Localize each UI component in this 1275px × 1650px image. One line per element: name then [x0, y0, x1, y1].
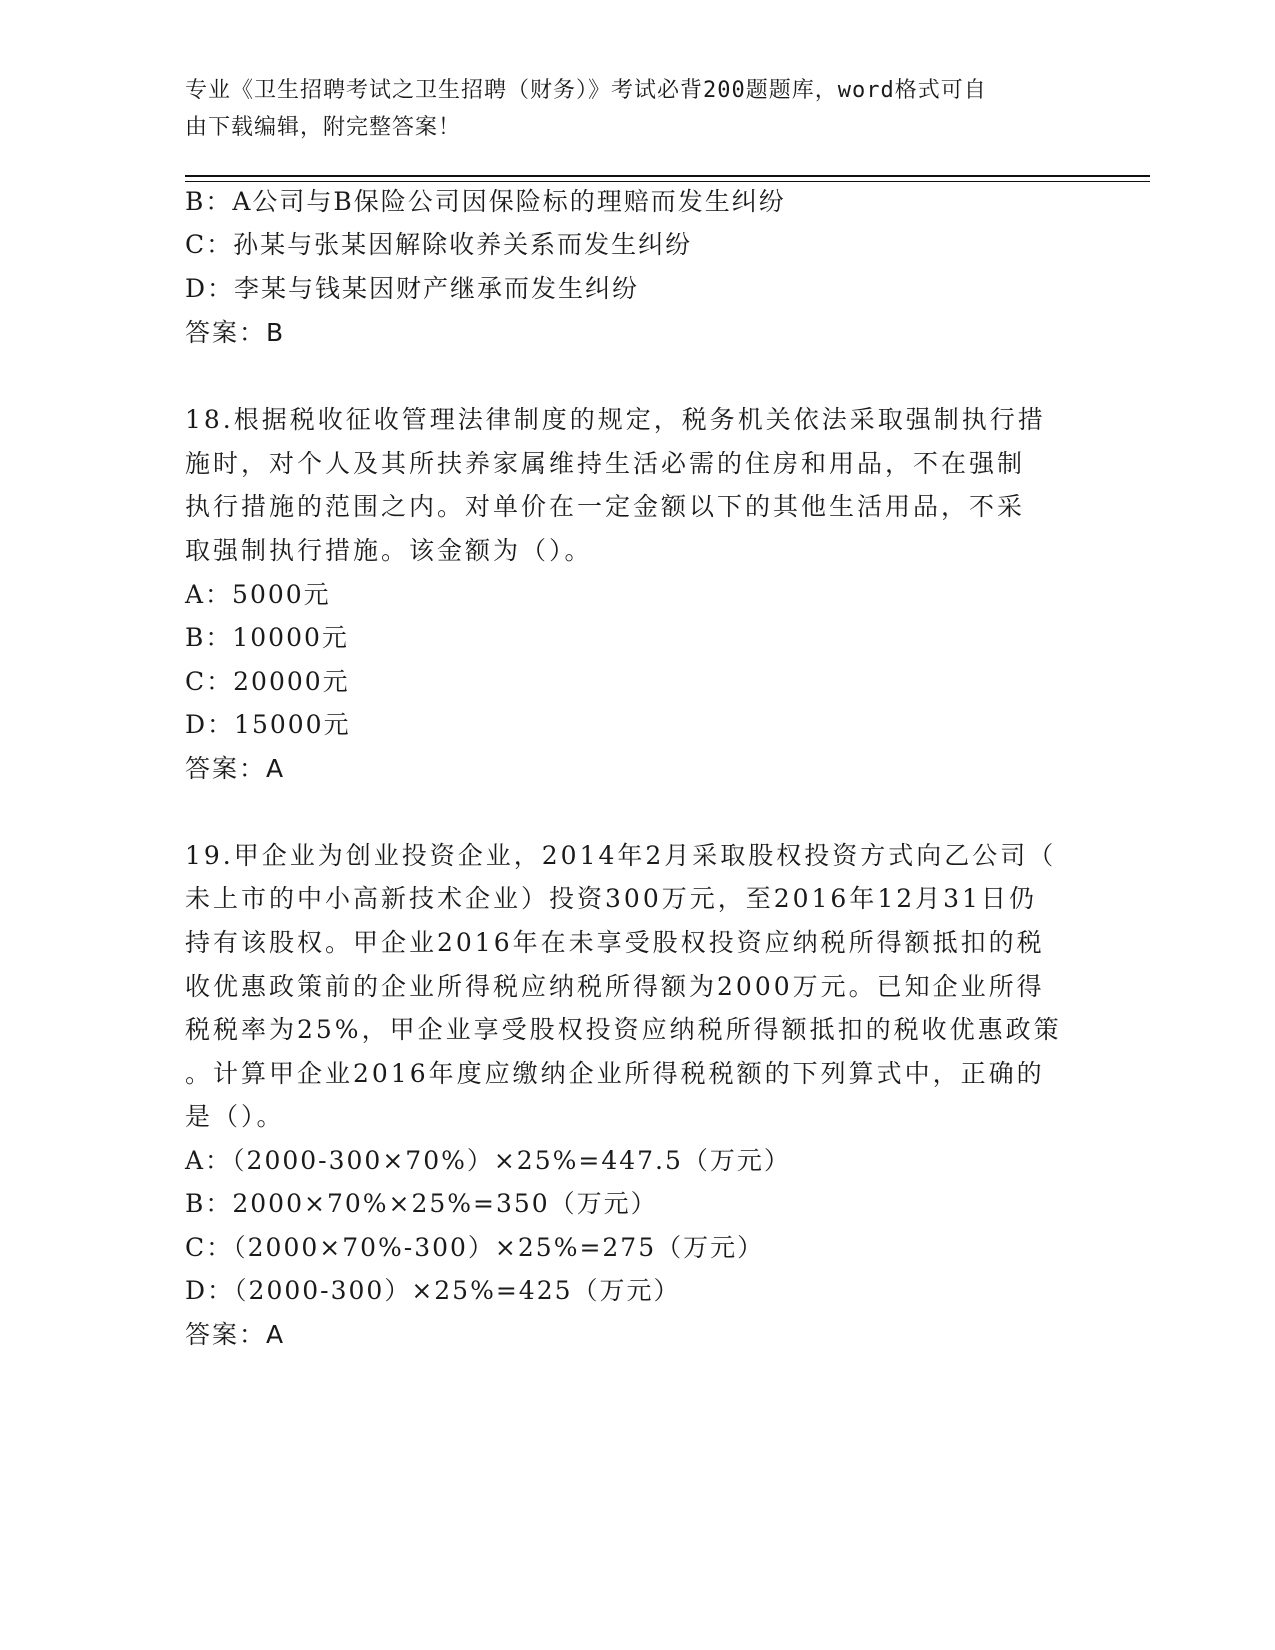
header-line-2: 由下载编辑，附完整答案！ — [185, 115, 462, 140]
q19-stem-line: 未上市的中小高新技术企业）投资300万元，至2016年12月31日仍 — [185, 884, 1037, 913]
q18-stem-line: 取强制执行措施。该金额为（）。 — [185, 536, 593, 565]
q18-stem-line: 施时，对个人及其所扶养家属维持生活必需的住房和用品，不在强制 — [185, 449, 1026, 478]
header-line-1: 专业《卫生招聘考试之卫生招聘（财务）》考试必背200题题库，word格式可自 — [185, 78, 987, 103]
q19-stem-line: 收优惠政策前的企业所得税应纳税所得额为2000万元。已知企业所得 — [185, 972, 1045, 1001]
q19-answer: 答案：A — [185, 1320, 286, 1349]
q18-stem-line: 执行措施的范围之内。对单价在一定金额以下的其他生活用品，不采 — [185, 492, 1026, 521]
q17-option-d: D：李某与钱某因财产继承而发生纠纷 — [185, 274, 640, 303]
header-divider-thin — [185, 181, 1150, 182]
q19-stem-line: 是（）。 — [185, 1102, 285, 1131]
q18-option-d: D：15000元 — [185, 710, 351, 739]
q19-stem-line: 19.甲企业为创业投资企业，2014年2月采取股权投资方式向乙公司（ — [185, 841, 1057, 870]
q17-answer: 答案：B — [185, 318, 286, 347]
q18-option-b: B：10000元 — [185, 623, 349, 652]
q19-option-d: D：（2000-300）×25%=425（万元） — [185, 1276, 681, 1305]
q18-stem-line: 18.根据税收征收管理法律制度的规定，税务机关依法采取强制执行措 — [185, 405, 1046, 434]
q19-option-b: B：2000×70%×25%=350（万元） — [185, 1189, 658, 1218]
document-header — [185, 72, 1065, 146]
q19-stem-line: 持有该股权。甲企业2016年在未享受股权投资应纳税所得额抵扣的税 — [185, 928, 1045, 957]
q19-stem-line: 。计算甲企业2016年度应缴纳企业所得税税额的下列算式中，正确的 — [185, 1059, 1045, 1088]
q19-option-a: A：（2000-300×70%）×25%=447.5（万元） — [185, 1146, 791, 1175]
q18-option-a: A：5000元 — [185, 580, 331, 609]
q17-option-c: C：孙某与张某因解除收养关系而发生纠纷 — [185, 230, 693, 259]
q17-option-b: B：A公司与B保险公司因保险标的理赔而发生纠纷 — [185, 187, 786, 216]
q19-option-c: C：（2000×70%-300）×25%=275（万元） — [185, 1233, 765, 1262]
q18-answer: 答案：A — [185, 754, 286, 783]
q18-option-c: C：20000元 — [185, 667, 350, 696]
header-divider-thick — [185, 175, 1150, 177]
q19-stem-line: 税税率为25%，甲企业享受股权投资应纳税所得额抵扣的税收优惠政策 — [185, 1015, 1062, 1044]
